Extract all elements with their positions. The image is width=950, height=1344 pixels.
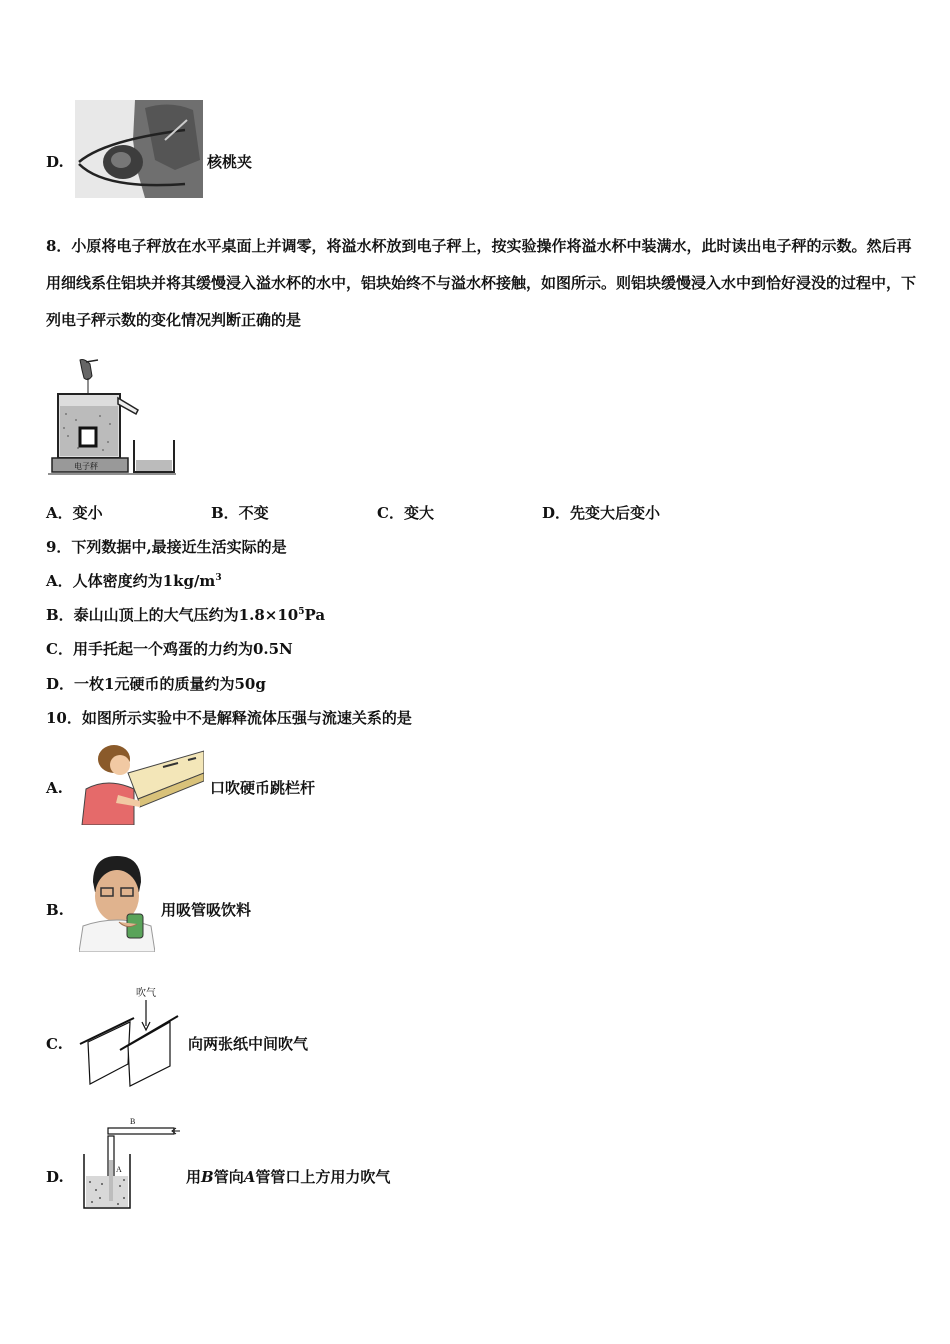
q9-option-b-sup: 5 bbox=[298, 607, 305, 617]
tube-blow-figure bbox=[78, 1114, 182, 1212]
tube-a-label: A bbox=[116, 1165, 122, 1174]
q10-option-a-text: 口吹硬币跳栏杆 bbox=[210, 779, 316, 797]
blow-label: 吹气 bbox=[136, 988, 156, 999]
q7-option-d-letter: D. bbox=[46, 153, 64, 171]
q9-option-b-text: B．泰山山顶上的大气压约为1.8×10 bbox=[46, 606, 299, 624]
tube-b-label: B bbox=[130, 1117, 136, 1126]
nutcracker-image bbox=[75, 100, 203, 198]
coin-jump-image bbox=[78, 743, 204, 825]
q9-option-c: C．用手托起一个鸡蛋的力约为0.5N bbox=[46, 640, 293, 658]
q7-option-d-text: 核桃夹 bbox=[207, 153, 253, 171]
q9-option-a-sup: 3 bbox=[215, 573, 222, 583]
q10-stem: 10．如图所示实验中不是解释流体压强与流速关系的是 bbox=[46, 709, 412, 727]
q9-option-a bbox=[46, 571, 222, 591]
q10-option-d-text-1: 用 bbox=[186, 1168, 202, 1186]
q10-option-c-text: 向两张纸中间吹气 bbox=[188, 1035, 309, 1053]
overflow-cup-figure bbox=[48, 358, 176, 476]
q10-option-d-text-3: 管管口上方用力吹气 bbox=[255, 1168, 391, 1186]
straw-drink-image bbox=[79, 852, 155, 952]
q10-option-d-text-b: B bbox=[201, 1168, 214, 1186]
q8-option-c: C．变大 bbox=[377, 504, 434, 522]
q8-option-b: B．不变 bbox=[211, 504, 269, 522]
q10-option-c-letter: C. bbox=[46, 1035, 63, 1053]
q10-option-a-letter: A. bbox=[46, 779, 63, 797]
scale-label: 电子秤 bbox=[74, 462, 98, 471]
q8-option-a: A．变小 bbox=[46, 504, 103, 522]
q10-option-d-text-2: 管向 bbox=[213, 1168, 244, 1186]
q8-option-d: D．先变大后变小 bbox=[542, 504, 661, 522]
q10-option-b-text: 用吸管吸饮料 bbox=[161, 901, 252, 919]
q8-stem: 8．小原将电子秤放在水平桌面上并调零，将溢水杯放到电子秤上，按实验操作将溢水杯中装满水，此时读出电子秤的示数。然后再用细线系住铝块并将其缓慢浸入溢水杯的水中，铝块始终不与溢水杯接触，如图所示。则铝块缓慢浸入水中到恰好浸没的过程中，下列电子秤示数的变化情况判断正确的是 bbox=[46, 237, 917, 329]
q9-option-b-unit: Pa bbox=[304, 606, 326, 624]
q9-stem: 9．下列数据中,最接近生活实际的是 bbox=[46, 538, 287, 556]
q10-option-b-letter: B. bbox=[46, 901, 64, 919]
two-papers-figure bbox=[74, 982, 186, 1088]
q9-option-d: D．一枚1元硬币的质量约为50g bbox=[46, 675, 266, 693]
q10-option-d-letter: D. bbox=[46, 1168, 64, 1186]
q10-option-d-text bbox=[186, 1167, 390, 1187]
q9-option-b bbox=[46, 605, 325, 625]
q10-option-d-text-a: A bbox=[243, 1168, 256, 1186]
q9-option-a-text: A．人体密度约为1kg/m bbox=[46, 572, 216, 590]
